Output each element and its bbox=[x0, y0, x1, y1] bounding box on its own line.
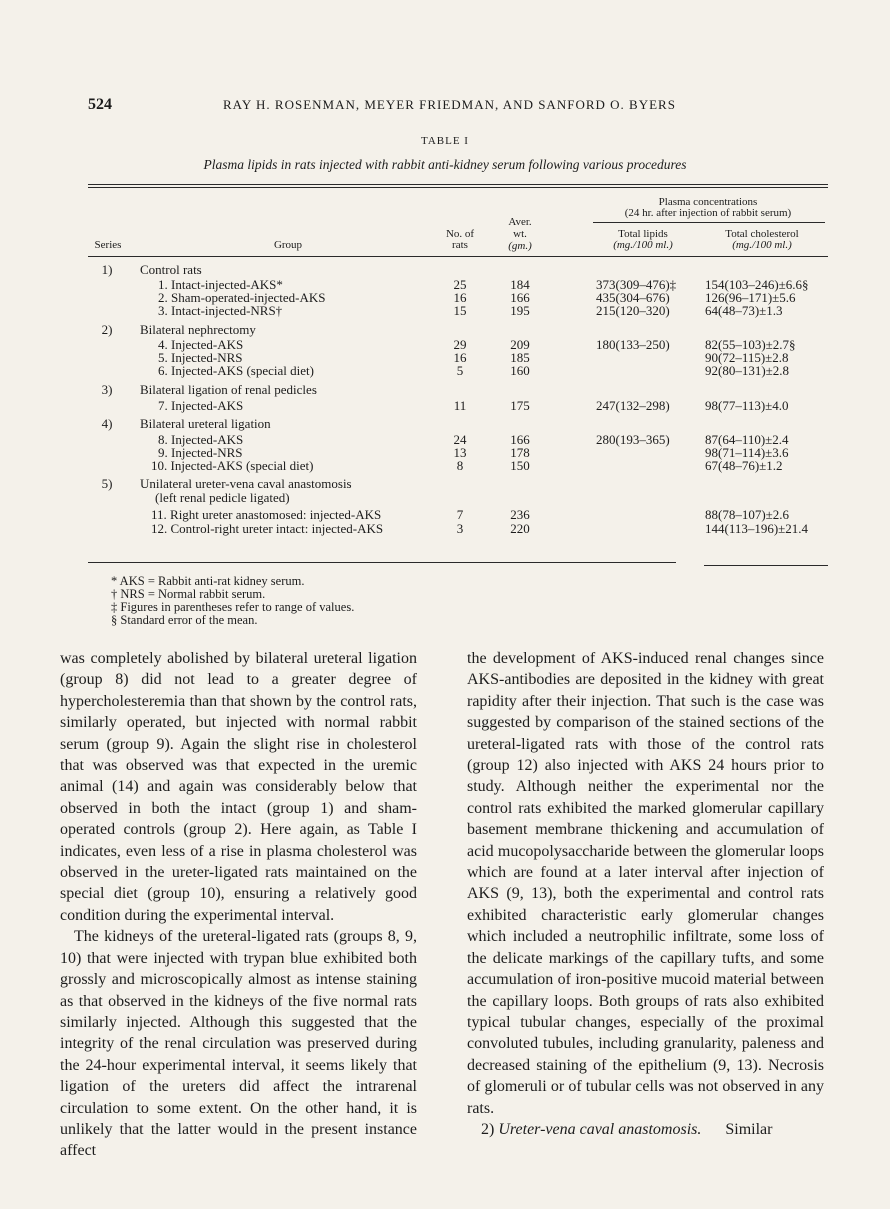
cholesterol-cell: 64(48–73)±1.3 bbox=[705, 303, 783, 318]
paragraph: was completely abolished by bilateral ureteral ligation (group 8) did not lead to a greater degree of hypercholesteremia than that shown by the control rats, similarly operated, but injected with normal rabbit serum (group 9). Again the slight rise in cholesterol that was observed was that expected in the uremic animal (14) and again was considerably below that observed in both the intact (group 1) and sham-operated controls (group 2). Here again, as Table I indicates, even less of a rise in plasma cholesterol was observed in the ureter-ligated rats maintained on the special diet (group 10), ensuring a relatively good condition during the experimental interval. bbox=[60, 650, 417, 924]
cholesterol-cell: 90(72–115)±2.8 bbox=[705, 350, 789, 365]
series-cell: 1) bbox=[101, 262, 113, 277]
group-cell: Bilateral nephrectomy bbox=[140, 322, 256, 337]
footnote: † NRS = Normal rabbit serum. bbox=[111, 587, 266, 601]
rats-cell: 15 bbox=[453, 303, 467, 318]
cholesterol-cell: 67(48–76)±1.2 bbox=[705, 458, 783, 473]
group-cell: (left renal pedicle ligated) bbox=[155, 490, 290, 505]
weight-cell: 220 bbox=[510, 521, 530, 536]
weight-cell: 166 bbox=[510, 290, 530, 305]
table-row bbox=[88, 398, 828, 413]
header-wt-line3: (gm.) bbox=[508, 240, 532, 252]
header-chol-line1: Total cholesterol bbox=[725, 228, 799, 240]
cholesterol-cell: 144(113–196)±21.4 bbox=[705, 521, 809, 536]
group-cell: Control rats bbox=[140, 262, 202, 277]
section-title: Ureter-vena caval anastomosis. bbox=[498, 1120, 702, 1138]
footnote: § Standard error of the mean. bbox=[111, 613, 258, 627]
weight-cell: 195 bbox=[510, 303, 530, 318]
rats-cell: 13 bbox=[453, 445, 467, 460]
rats-cell: 24 bbox=[453, 432, 467, 447]
cholesterol-cell: 126(96–171)±5.6 bbox=[705, 290, 796, 305]
table-row bbox=[88, 363, 828, 378]
group-cell: Unilateral ureter-vena caval anastomosis bbox=[140, 476, 352, 491]
table-top-rule bbox=[88, 184, 828, 185]
data-table bbox=[88, 184, 828, 569]
table-section-row bbox=[88, 322, 828, 337]
table-section-row bbox=[88, 262, 828, 277]
footnote: * AKS = Rabbit anti-rat kidney serum. bbox=[111, 574, 305, 588]
group-cell: 8. Injected-AKS bbox=[158, 432, 244, 447]
header-lipids-line1: Total lipids bbox=[618, 228, 668, 240]
paragraph: the development of AKS-induced renal changes since AKS-antibodies are deposited in the kidney with great rapidity after their injection. That such is the case was suggested by comparison of the stained sections of the ureteral-ligated rats with those of the control rats (group 12) also injected with AKS 24 hours prior to study. Although neither the experimental nor the control rats exhibited the marked glomerular capillary basement membrane thickening and accumulation of acid mucopolysaccharide between the glomerular loops which are found at a later interval after injection of AKS (9, 13), both the experimental and control rats exhibited characteristic early glomerular changes which included a neutrophilic infiltrate, some loss of the delicate markings of the capillary tufts, and some accumulation of iron-positive mucoid material between the capillary loops. Both groups of rats also exhibited typical tubular changes, especially of the proximal convoluted tubules, including granularity, paleness and decreased staining of the epithelium (9, 13). Necrosis of glomeruli or of tubular cells was not observed in any rats. bbox=[467, 650, 824, 1117]
group-cell: 3. Intact-injected-NRS† bbox=[158, 303, 283, 318]
weight-cell: 150 bbox=[510, 458, 530, 473]
table-bottom-rule bbox=[88, 562, 676, 563]
lipids-cell: 247(132–298) bbox=[596, 398, 670, 413]
header-plasma-line2: (24 hr. after injection of rabbit serum) bbox=[624, 207, 792, 219]
group-cell: 2. Sham-operated-injected-AKS bbox=[158, 290, 326, 305]
cholesterol-cell: 82(55–103)±2.7§ bbox=[705, 337, 796, 352]
header-wt-line2: wt. bbox=[513, 228, 527, 240]
rats-cell: 5 bbox=[456, 363, 464, 378]
rats-cell: 8 bbox=[456, 458, 464, 473]
rats-cell: 7 bbox=[456, 507, 464, 522]
lipids-cell: 180(133–250) bbox=[596, 337, 670, 352]
lipids-cell: 280(193–365) bbox=[596, 432, 670, 447]
group-cell: 6. Injected-AKS (special diet) bbox=[158, 363, 314, 378]
series-cell: 3) bbox=[101, 382, 113, 397]
rats-cell: 11 bbox=[453, 398, 467, 413]
table-section-row bbox=[88, 416, 828, 431]
table-footnotes bbox=[111, 575, 354, 627]
group-cell: Bilateral ligation of renal pedicles bbox=[140, 382, 317, 397]
group-cell: 10. Injected-AKS (special diet) bbox=[151, 458, 314, 473]
lipids-cell: 215(120–320) bbox=[596, 303, 670, 318]
header-series: Series bbox=[94, 239, 122, 251]
body-column-right bbox=[467, 648, 824, 1140]
table-row bbox=[88, 507, 828, 522]
weight-cell: 160 bbox=[510, 363, 530, 378]
section-text: Similar bbox=[725, 1120, 773, 1138]
running-head-authors: RAY H. ROSENMAN, MEYER FRIEDMAN, AND SANFORD O. BYERS bbox=[223, 97, 676, 112]
page-number: 524 bbox=[88, 96, 112, 113]
weight-cell: 236 bbox=[510, 507, 530, 522]
table-section-row bbox=[88, 476, 828, 491]
paragraph: The kidneys of the ureteral-ligated rats (groups 8, 9, 10) that were injected with trypan blue exhibited both grossly and microscopically almost as intense staining as that observed in the kidneys of the five normal rats similarly injected. Although this suggested that the integrity of the renal circulation was preserved during the 24-hour experimental interval, it seems likely that ligation of the ureters did affect the intrarenal circulation to some extent. On the other hand, it is unlikely that the latter would in the present instance affect bbox=[60, 928, 417, 1160]
table-caption: Plasma lipids in rats injected with rabbit anti-kidney serum following various procedures bbox=[203, 157, 687, 172]
rats-cell: 25 bbox=[453, 277, 467, 292]
group-cell: 12. Control-right ureter intact: injected-AKS bbox=[151, 521, 384, 536]
rats-cell: 16 bbox=[453, 290, 467, 305]
cholesterol-cell: 98(77–113)±4.0 bbox=[705, 398, 789, 413]
header-group: Group bbox=[273, 239, 303, 251]
table-label: TABLE I bbox=[421, 135, 469, 147]
weight-cell: 185 bbox=[510, 350, 530, 365]
cholesterol-cell: 154(103–246)±6.6§ bbox=[705, 277, 809, 292]
header-rats-line2: rats bbox=[452, 239, 468, 251]
cholesterol-cell: 88(78–107)±2.6 bbox=[705, 507, 790, 522]
table-top-rule-2 bbox=[88, 187, 828, 188]
header-plasma-rule bbox=[593, 222, 825, 223]
table-section-row bbox=[88, 382, 828, 397]
rats-cell: 3 bbox=[456, 521, 464, 536]
footnote: ‡ Figures in parentheses refer to range of values. bbox=[111, 600, 355, 614]
table-row bbox=[88, 490, 828, 505]
group-cell: 1. Intact-injected-AKS* bbox=[158, 277, 283, 292]
table-row bbox=[88, 521, 828, 536]
weight-cell: 166 bbox=[510, 432, 530, 447]
page-header bbox=[88, 96, 828, 118]
paragraph-section-start bbox=[467, 1119, 824, 1140]
header-lipids-line2: (mg./100 ml.) bbox=[613, 239, 673, 251]
lipids-cell: 373(309–476)‡ bbox=[596, 277, 677, 292]
cholesterol-cell: 92(80–131)±2.8 bbox=[705, 363, 790, 378]
weight-cell: 178 bbox=[510, 445, 530, 460]
group-cell: 4. Injected-AKS bbox=[158, 337, 244, 352]
group-cell: 7. Injected-AKS bbox=[158, 398, 244, 413]
rats-cell: 29 bbox=[453, 337, 467, 352]
header-rats-line1: No. of bbox=[445, 228, 475, 240]
group-cell: Bilateral ureteral ligation bbox=[140, 416, 271, 431]
lipids-cell: 435(304–676) bbox=[596, 290, 670, 305]
header-chol-line2: (mg./100 ml.) bbox=[732, 239, 792, 251]
table-row bbox=[88, 458, 828, 473]
weight-cell: 175 bbox=[510, 398, 530, 413]
section-number: 2) bbox=[481, 1120, 495, 1138]
series-cell: 2) bbox=[101, 322, 113, 337]
table-header-rule bbox=[88, 256, 828, 257]
series-cell: 4) bbox=[101, 416, 113, 431]
body-column-left bbox=[60, 648, 417, 1162]
group-cell: 9. Injected-NRS bbox=[158, 445, 243, 460]
cholesterol-cell: 98(71–114)±3.6 bbox=[705, 445, 789, 460]
group-cell: 11. Right ureter anastomosed: injected-AKS bbox=[151, 507, 382, 522]
weight-cell: 209 bbox=[510, 337, 530, 352]
rats-cell: 16 bbox=[453, 350, 467, 365]
weight-cell: 184 bbox=[510, 277, 530, 292]
table-bottom-rule-right bbox=[704, 565, 828, 566]
series-cell: 5) bbox=[101, 476, 113, 491]
table-row bbox=[88, 303, 828, 318]
header-wt-line1: Aver. bbox=[508, 216, 532, 228]
cholesterol-cell: 87(64–110)±2.4 bbox=[705, 432, 789, 447]
group-cell: 5. Injected-NRS bbox=[158, 350, 243, 365]
header-plasma-line1: Plasma concentrations bbox=[658, 196, 758, 208]
